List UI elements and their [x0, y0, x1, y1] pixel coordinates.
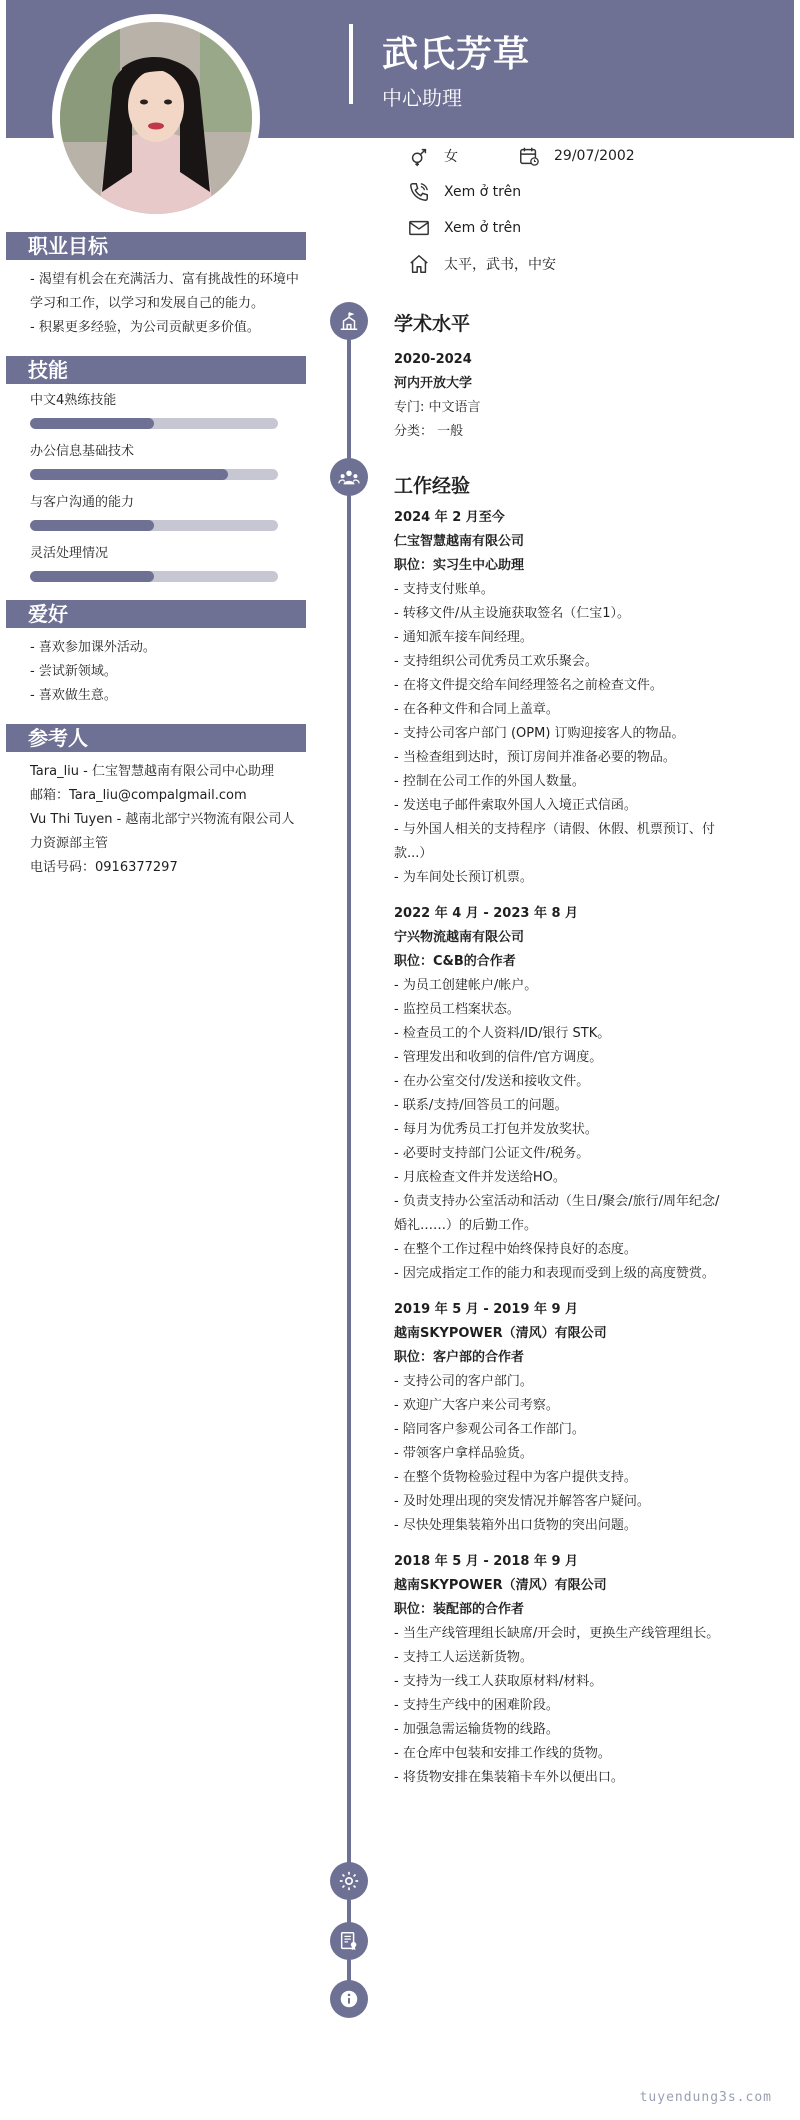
- title-divider: [349, 24, 353, 104]
- avatar-photo-icon: [60, 22, 252, 214]
- phone-row: [408, 181, 521, 203]
- job-duty: - 支持公司的客户部门。: [394, 1374, 533, 1389]
- objective-heading: 职业目标: [6, 232, 306, 260]
- education-major: 专门: 中文语言: [394, 400, 481, 415]
- education-period: 2020-2024: [394, 352, 472, 367]
- skills-heading: 技能: [6, 356, 306, 384]
- phone-icon: [408, 181, 430, 203]
- gender-row: [408, 145, 458, 167]
- watermark: tuyendung3s.com: [639, 2090, 772, 2105]
- job-role: 职位：客户部的合作者: [394, 1350, 525, 1365]
- timeline-line: [347, 320, 351, 2000]
- job-duty: - 为车间处长预订机票。: [394, 870, 533, 885]
- education-grade: 分类： 一般: [394, 424, 464, 439]
- job-duty: - 检查员工的个人资料/ID/银行 STK。: [394, 1026, 611, 1041]
- birthday-row: [518, 145, 635, 167]
- job-duty: - 因完成指定工作的能力和表现而受到上级的高度赞赏。: [394, 1266, 715, 1281]
- skill-bar: [30, 469, 278, 480]
- reference-line: 邮箱：Tara_liu@compalgmail.com: [30, 788, 247, 803]
- gender-value: 女: [444, 149, 458, 165]
- hobby-line: - 尝试新领域。: [30, 664, 117, 679]
- job-duty: - 支持组织公司优秀员工欢乐聚会。: [394, 654, 598, 669]
- job-role: 职位：装配部的合作者: [394, 1602, 525, 1617]
- job-entry: [394, 1550, 730, 1790]
- job-duty: - 欢迎广大客户来公司考察。: [394, 1398, 559, 1413]
- job-duty: - 支持支付账单。: [394, 582, 494, 597]
- job-duty: - 通知派车接车间经理。: [394, 630, 533, 645]
- avatar: [60, 22, 252, 214]
- job-duty: - 支持为一线工人获取原材料/材料。: [394, 1674, 603, 1689]
- job-duty: - 每月为优秀员工打包并发放奖状。: [394, 1122, 598, 1137]
- home-icon: [408, 253, 430, 275]
- job-duty: - 监控员工档案状态。: [394, 1002, 520, 1017]
- job-duty: - 支持生产线中的困难阶段。: [394, 1698, 559, 1713]
- calendar-icon: [518, 145, 540, 167]
- info-timeline-marker: [330, 1980, 368, 2018]
- skill-item: [6, 545, 306, 582]
- job-duty: - 在将文件提交给车间经理签名之前检查文件。: [394, 678, 663, 693]
- job-duty: - 为员工创建帐户/帐户。: [394, 978, 538, 993]
- job-duty: - 发送电子邮件索取外国人入境正式信函。: [394, 798, 637, 813]
- right-column: [394, 310, 730, 1802]
- birthday-value: 29/07/2002: [554, 148, 635, 164]
- job-role: 职位：C&B的合作者: [394, 954, 516, 969]
- job-duty: - 与外国人相关的支持程序（请假、休假、机票预订、付款...）: [394, 822, 715, 861]
- job-duty: - 转移文件/从主设施获取签名（仁宝1）。: [394, 606, 630, 621]
- skill-label: 办公信息基础技术: [30, 444, 135, 459]
- skill-bar-fill: [30, 418, 154, 429]
- certificates-timeline-marker: [330, 1922, 368, 1960]
- job-duty: - 月底检查文件并发送给HO。: [394, 1170, 566, 1185]
- job-company: 越南SKYPOWER（清风）有限公司: [394, 1326, 607, 1341]
- reference-line: Vu Thi Tuyen - 越南北部宁兴物流有限公司人力资源部主管: [30, 812, 295, 851]
- job-duty: - 支持公司客户部门 (OPM) 订购迎接客人的物品。: [394, 726, 685, 741]
- job-duty: - 联系/支持/回答员工的问题。: [394, 1098, 568, 1113]
- job-duty: - 带领客户拿样品验货。: [394, 1446, 533, 1461]
- job-entry: [394, 902, 730, 1286]
- skill-bar-fill: [30, 520, 154, 531]
- skill-bar-fill: [30, 571, 154, 582]
- job-company: 越南SKYPOWER（清风）有限公司: [394, 1578, 607, 1593]
- skill-bar-fill: [30, 469, 228, 480]
- left-column: [6, 232, 306, 880]
- candidate-name: 武氏芳草: [382, 34, 531, 75]
- job-duty: - 控制在公司工作的外国人数量。: [394, 774, 585, 789]
- job-duty: - 当生产线管理组长缺席/开会时，更换生产线管理组长。: [394, 1626, 720, 1641]
- address-value: 太平，武书，中安: [444, 257, 556, 273]
- job-duty: - 将货物安排在集装箱卡车外以便出口。: [394, 1770, 624, 1785]
- job-duty: - 在各种文件和合同上盖章。: [394, 702, 559, 717]
- hobby-line: - 喜欢参加课外活动。: [30, 640, 156, 655]
- hobbies-heading: 爱好: [6, 600, 306, 628]
- skill-bar: [30, 571, 278, 582]
- experience-timeline-marker: [330, 458, 368, 496]
- email-value: Xem ở trên: [444, 220, 522, 236]
- reference-line: 电话号码：0916377297: [30, 860, 178, 875]
- info-icon: [338, 1988, 360, 2010]
- certificate-icon: [338, 1930, 360, 1952]
- school-icon: [338, 310, 360, 332]
- job-duty: - 及时处理出现的突发情况并解答客户疑问。: [394, 1494, 650, 1509]
- skill-label: 与客户沟通的能力: [30, 495, 135, 510]
- job-entry: [394, 506, 730, 890]
- references-heading: 参考人: [6, 724, 306, 752]
- team-icon: [338, 466, 360, 488]
- skill-bar: [30, 418, 278, 429]
- job-duty: - 必要时支持部门公证文件/税务。: [394, 1146, 590, 1161]
- objective-line: - 渴望有机会在充满活力、富有挑战性的环境中学习和工作，以学习和发展自己的能力。: [30, 272, 299, 311]
- job-duty: - 负责支持办公室活动和活动（生日/聚会/旅行/周年纪念/婚礼……）的后勤工作。: [394, 1194, 720, 1233]
- job-duty: - 加强急需运输货物的线路。: [394, 1722, 559, 1737]
- reference-line: Tara_liu - 仁宝智慧越南有限公司中心助理: [30, 764, 274, 779]
- job-title: 中心助理: [382, 86, 462, 110]
- skills-list: [6, 392, 306, 582]
- job-period: 2024 年 2 月至今: [394, 510, 505, 525]
- job-period: 2022 年 4 月 - 2023 年 8 月: [394, 906, 579, 921]
- education-heading: 学术水平: [394, 313, 471, 335]
- experience-heading: 工作经验: [394, 475, 471, 497]
- phone-value: Xem ở trên: [444, 184, 522, 200]
- job-duty: - 支持工人运送新货物。: [394, 1650, 533, 1665]
- job-duty: - 当检查组到达时，预订房间并准备必要的物品。: [394, 750, 676, 765]
- job-company: 仁宝智慧越南有限公司: [394, 534, 525, 549]
- skill-bar: [30, 520, 278, 531]
- skill-item: [6, 443, 306, 480]
- email-icon: [408, 217, 430, 239]
- email-row: [408, 217, 521, 239]
- job-duty: - 在整个货物检验过程中为客户提供支持。: [394, 1470, 637, 1485]
- job-role: 职位：实习生中心助理: [394, 558, 525, 573]
- experience-list: [394, 506, 730, 1790]
- job-entry: [394, 1298, 730, 1538]
- hobby-line: - 喜欢做生意。: [30, 688, 117, 703]
- skill-label: 灵活处理情况: [30, 546, 109, 561]
- job-duty: - 尽快处理集装箱外出口货物的突出问题。: [394, 1518, 637, 1533]
- job-duty: - 在办公室交付/发送和接收文件。: [394, 1074, 590, 1089]
- skill-label: 中文4熟练技能: [30, 393, 117, 408]
- gear-icon: [338, 1870, 360, 1892]
- job-duty: - 在整个工作过程中始终保持良好的态度。: [394, 1242, 637, 1257]
- job-period: 2018 年 5 月 - 2018 年 9 月: [394, 1554, 579, 1569]
- objective-line: - 积累更多经验，为公司贡献更多价值。: [30, 320, 260, 335]
- skill-item: [6, 494, 306, 531]
- education-school: 河内开放大学: [394, 376, 473, 391]
- address-row: [408, 253, 556, 275]
- gender-icon: [408, 145, 430, 167]
- job-company: 宁兴物流越南有限公司: [394, 930, 525, 945]
- activities-timeline-marker: [330, 1862, 368, 1900]
- job-period: 2019 年 5 月 - 2019 年 9 月: [394, 1302, 579, 1317]
- education-timeline-marker: [330, 302, 368, 340]
- job-duty: - 在仓库中包装和安排工作线的货物。: [394, 1746, 611, 1761]
- skill-item: [6, 392, 306, 429]
- job-duty: - 管理发出和收到的信件/官方调度。: [394, 1050, 603, 1065]
- job-duty: - 陪同客户参观公司各工作部门。: [394, 1422, 585, 1437]
